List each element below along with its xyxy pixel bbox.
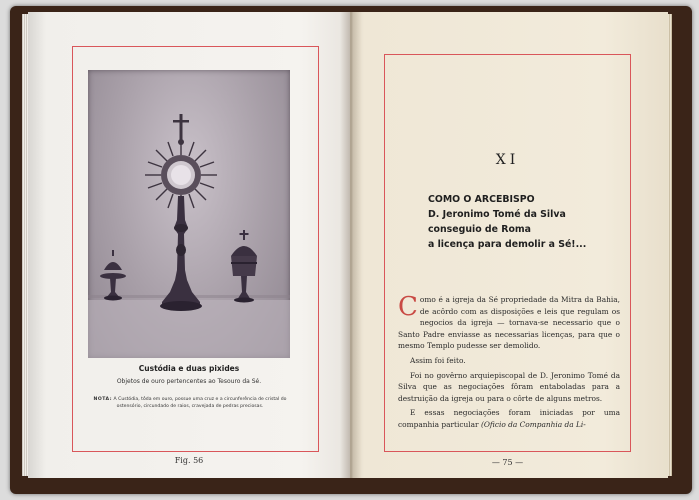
chapter-title-line: COMO O ARCEBISPO	[428, 194, 535, 205]
page-number: — 75 —	[491, 458, 524, 467]
figure-label: Fig. 56	[174, 456, 204, 465]
photo-caption-note	[92, 397, 288, 411]
photo-caption-subtitle: Objetos de ouro pertencentes ao Tesouro da Sé.	[116, 378, 262, 385]
note-text: A Custódia, tôda em ouro, possue uma cruz e a circunferência de cristal do ostensório, circundado de raios, cravejada de pedras preciosas.	[113, 397, 287, 409]
right-page	[350, 12, 668, 478]
chapter-number: XI	[495, 152, 520, 168]
chapter-title-line: conseguio de Roma	[428, 224, 532, 235]
chapter-title-line: D. Jeronimo Tomé da Silva	[428, 209, 566, 220]
chapter-title-line: a licença para demolir a Sé!...	[428, 239, 587, 250]
paragraph-3: Foi no govêrno arquiepiscopal de D. Jeronimo Tomé da Silva que as negociações fôram entaboladas para a destruição da igreja ou para o côrte de alguns metros.	[398, 370, 620, 403]
chapter-body	[398, 294, 620, 434]
paragraph-1	[398, 294, 620, 352]
photo-caption-title: Custódia e duas pixides	[138, 364, 240, 373]
paragraph-4-italic: (Oficio da Companhia da Li-	[480, 419, 586, 429]
paragraph-2: Assim foi feito.	[410, 355, 466, 365]
paragraph-1-text: omo é a igreja da Sé propriedade da Mitra da Bahia, de acôrdo com as disposições e leis que regulam os negocios da igreja — tornava-se necessario que o Santo Padre enviasse as necessarias licenças, para que o mesmo Templo pudesse ser demolido.	[398, 295, 620, 351]
note-label: NOTA:	[93, 397, 113, 402]
paragraph-4	[398, 407, 620, 430]
chapter-title	[428, 192, 628, 252]
monstrance-photo	[88, 70, 290, 358]
drop-cap: C	[398, 294, 418, 322]
left-page	[28, 12, 350, 478]
paragraph-4-text: E essas negociações foram iniciadas por uma companhia particular	[398, 408, 620, 429]
